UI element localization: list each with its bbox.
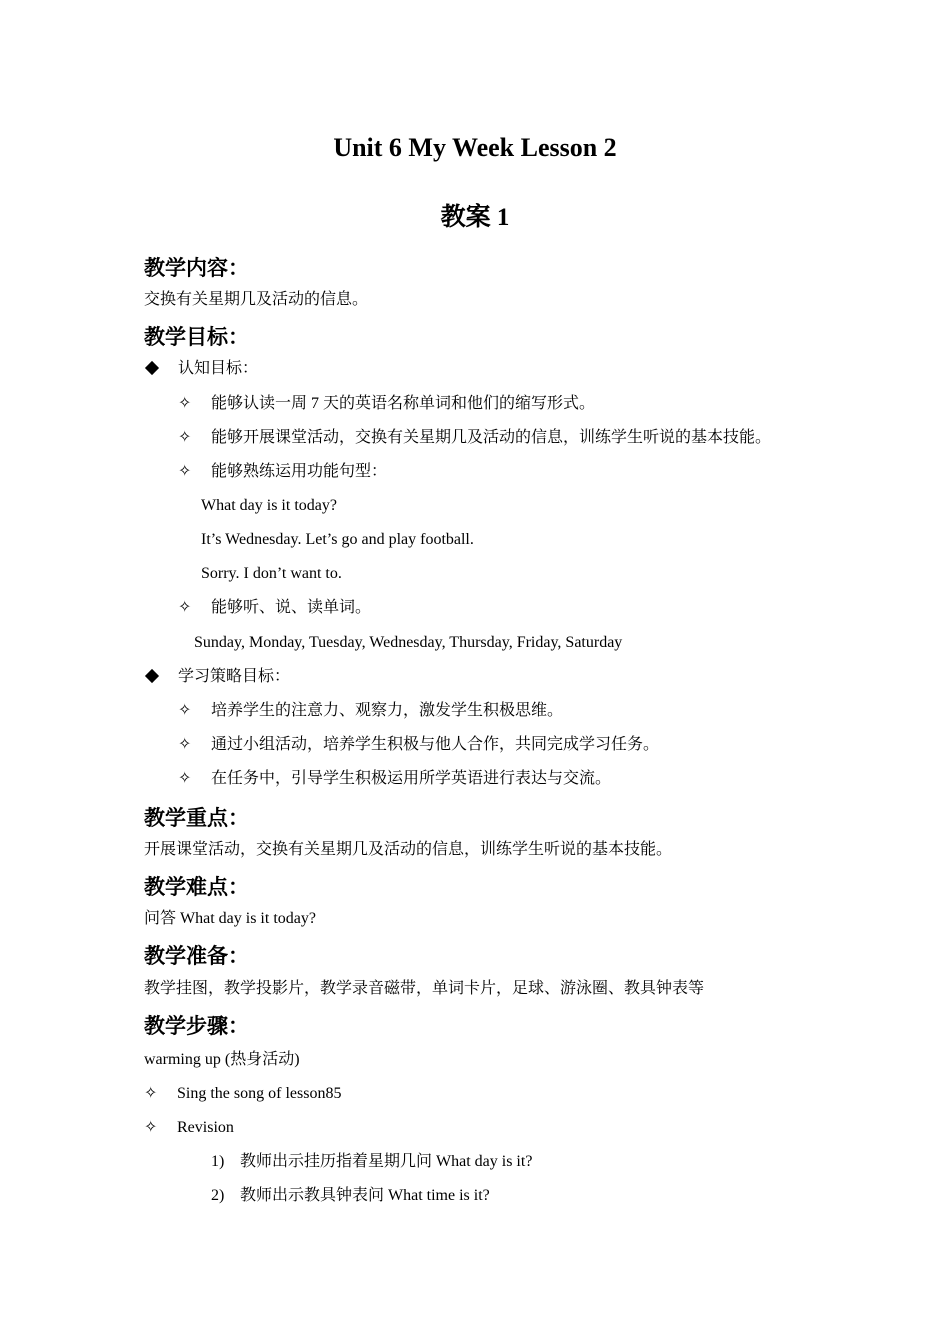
strategy-item: 通过小组活动，培养学生积极与他人合作，共同完成学习任务。 [211, 736, 660, 753]
strategy-item: 在任务中，引导学生积极运用所学英语进行表达与交流。 [211, 770, 612, 787]
key-points-text: 开展课堂活动，交换有关星期几及活动的信息，训练学生听说的基本技能。 [144, 841, 673, 858]
difficulties-text: 问答 What day is it today? [144, 910, 316, 927]
four-point-star-bullet-icon: ✧ [178, 395, 192, 412]
diamond-bullet-icon [145, 669, 159, 683]
four-point-star-bullet-icon: ✧ [178, 599, 192, 616]
sub-step-text: 教师出示教具钟表问 What time is it? [240, 1187, 490, 1204]
sentence-pattern: It’s Wednesday. Let’s go and play football. [201, 531, 474, 548]
steps-intro: warming up (热身活动) [144, 1051, 300, 1068]
step-item: Sing the song of lesson85 [177, 1085, 342, 1102]
four-point-star-bullet-icon: ✧ [178, 702, 192, 719]
cognitive-item: 能够认读一周 7 天的英语名称单词和他们的缩写形式。 [211, 395, 596, 412]
strategy-item: 培养学生的注意力、观察力，激发学生积极思维。 [211, 702, 564, 719]
strategy-label: 学习策略目标： [178, 668, 291, 685]
document-subtitle: 教案 1 [440, 204, 510, 231]
difficulties-heading: 教学难点： [144, 875, 249, 899]
weekday-words: Sunday, Monday, Tuesday, Wednesday, Thursday, Friday, Saturday [194, 634, 623, 651]
cognitive-label: 认知目标： [178, 360, 259, 377]
four-point-star-bullet-icon: ✧ [178, 770, 192, 787]
cognitive-item: 能够听、说、读单词。 [211, 599, 372, 616]
sub-step-text: 教师出示挂历指着星期几问 What day is it? [240, 1153, 533, 1170]
four-point-star-bullet-icon: ✧ [178, 463, 192, 480]
diamond-bullet-icon [145, 361, 159, 375]
content-heading: 教学内容： [144, 256, 249, 280]
cognitive-item: 能够开展课堂活动，交换有关星期几及活动的信息，训练学生听说的基本技能。 [211, 429, 772, 446]
preparation-heading: 教学准备： [144, 944, 249, 968]
four-point-star-bullet-icon: ✧ [144, 1119, 158, 1136]
four-point-star-bullet-icon: ✧ [178, 429, 192, 446]
four-point-star-bullet-icon: ✧ [144, 1085, 158, 1102]
steps-heading: 教学步骤： [144, 1014, 249, 1038]
sub-step-number: 1) [211, 1153, 225, 1170]
content-text: 交换有关星期几及活动的信息。 [144, 291, 369, 308]
sub-step-number: 2) [211, 1187, 225, 1204]
sentence-pattern: What day is it today? [201, 497, 337, 514]
step-item: Revision [177, 1119, 234, 1136]
preparation-text: 教学挂图，教学投影片，教学录音磁带，单词卡片，足球、游泳圈、教具钟表等 [144, 980, 705, 997]
four-point-star-bullet-icon: ✧ [178, 736, 192, 753]
sentence-pattern: Sorry. I don’t want to. [201, 565, 342, 582]
objectives-heading: 教学目标： [144, 325, 249, 349]
cognitive-item: 能够熟练运用功能句型： [211, 463, 388, 480]
key-points-heading: 教学重点： [144, 806, 249, 830]
document-title: Unit 6 My Week Lesson 2 [333, 133, 617, 162]
